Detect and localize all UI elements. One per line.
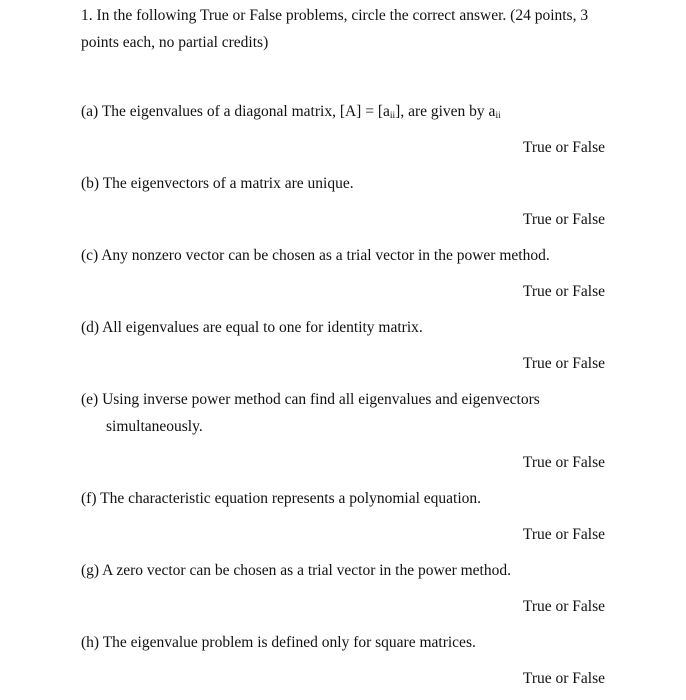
question-e [81,390,540,410]
question-b [81,174,354,194]
question-text: The characteristic equation represents a polynomial equation. [100,490,482,507]
answer-h[interactable]: True or False [522,670,605,687]
question-label: (a) [81,103,99,120]
question-label: (g) [81,562,100,579]
answer-f[interactable]: True or False [522,526,605,543]
question-label: (c) [81,247,99,264]
instructions-line-2: points each, no partial credits) [81,34,269,51]
answer-a[interactable]: True or False [522,139,605,156]
subscript: ii [495,111,501,121]
question-label: (d) [81,319,100,336]
answer-g[interactable]: True or False [522,598,605,615]
question-text: The eigenvalues of a diagonal matrix, [A] = [a [101,103,390,120]
question-h [81,633,476,653]
answer-d[interactable]: True or False [522,355,605,372]
question-label: (h) [81,634,100,651]
answer-e[interactable]: True or False [522,454,605,471]
question-c [81,246,550,266]
subscript: ii [389,111,396,121]
question-e-continued: simultaneously. [106,418,203,435]
question-label: (e) [81,391,99,408]
question-text: A zero vector can be chosen as a trial vector in the power method. [102,562,511,579]
question-text: Any nonzero vector can be chosen as a trial vector in the power method. [101,247,550,264]
instructions-line-1: 1. In the following True or False problems, circle the correct answer. (24 points, 3 [81,7,589,24]
question-d [81,318,423,338]
answer-c[interactable]: True or False [522,283,605,300]
question-label: (f) [81,490,97,507]
question-g [81,561,511,581]
question-label: (b) [81,175,100,192]
question-text: The eigenvectors of a matrix are unique. [102,175,354,192]
question-text-continued: ], are given by a [395,103,496,120]
answer-b[interactable]: True or False [522,211,605,228]
question-a [81,102,501,126]
question-text: Using inverse power method can find all eigenvalues and eigenvectors [102,391,540,408]
question-f [81,489,481,509]
question-text: All eigenvalues are equal to one for identity matrix. [102,319,423,336]
question-text: The eigenvalue problem is defined only for square matrices. [102,634,476,651]
